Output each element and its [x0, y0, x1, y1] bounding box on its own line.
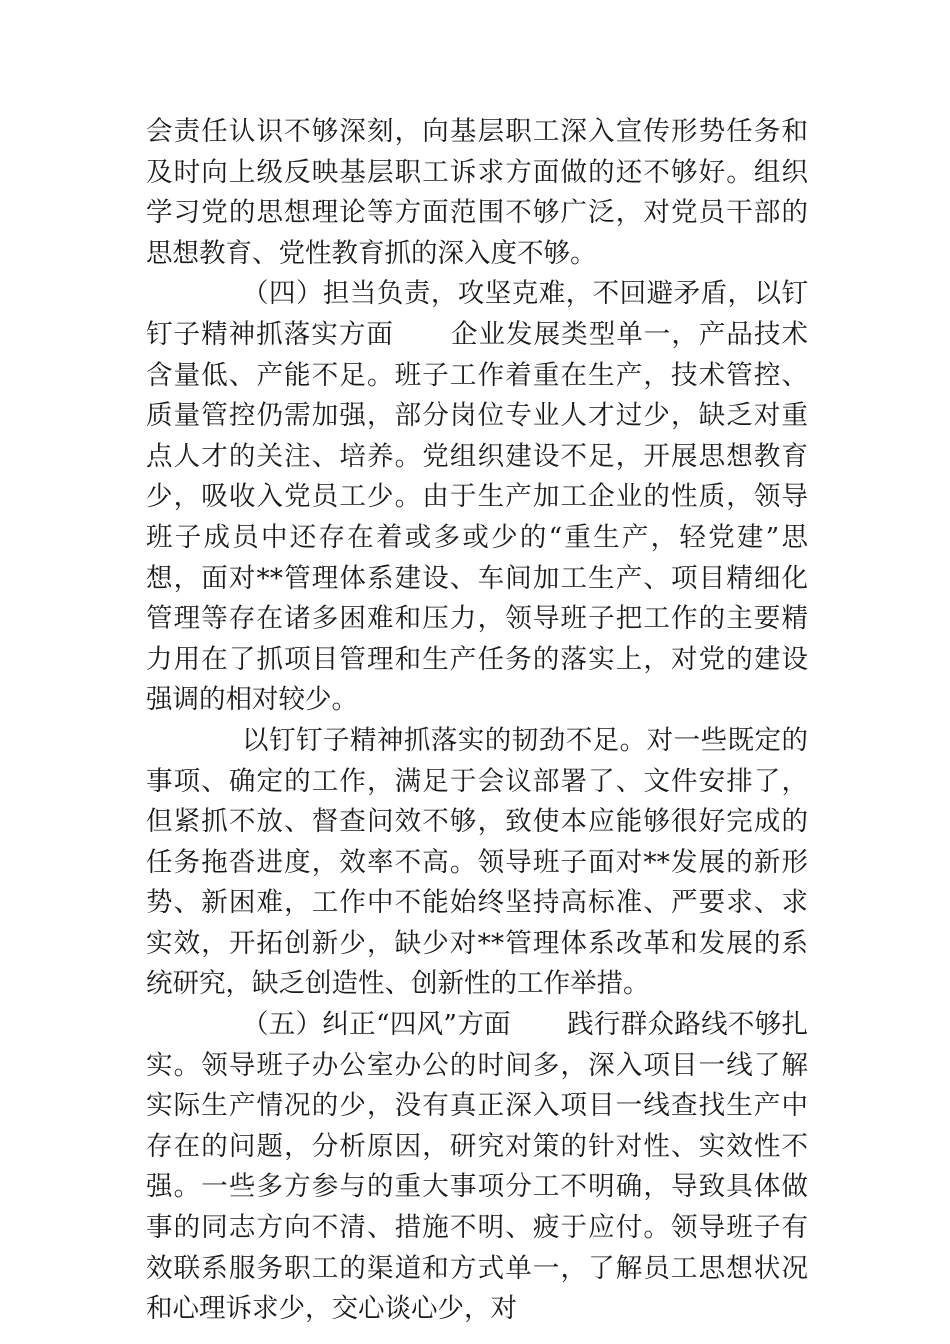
paragraph-section-five	[146, 1005, 808, 1330]
section-four-body: 企业发展类型单一，产品技术含量低、产能不足。班子工作着重在生产，技术管控、质量管控仍需加强，部分岗位专业人才过少，缺乏对重点人才的关注、培养。党组织建设不足，开展思想教育少，吸收入党员工少。由于生产加工企业的性质，领导班子成员中还存在着或多或少的“重生产，轻党建”思想，面对**管理体系建设、车间加工生产、项目精细化管理等存在诸多困难和压力，领导班子把工作的主要精力用在了抓项目管理和生产任务的落实上，对党的建设强调的相对较少。	[146, 318, 809, 716]
document-page	[146, 112, 808, 1330]
section-five-body: 践行群众路线不够扎实。领导班子办公室办公的时间多，深入项目一线了解实际生产情况的少，没有真正深入项目一线查找生产中存在的问题，分析原因，研究对策的针对性、实效性不强。一些多方参与的重大事项分工不明确，导致具体做事的同志方向不清、措施不明、疲于应付。领导班子有效联系服务职工的渠道和方式单一，了解员工思想状况和心理诉求少，交心谈心少，对	[146, 1009, 808, 1325]
paragraph-section-four	[146, 274, 808, 721]
section-four-heading: （四）担当负责，攻坚克难，不回避矛盾，以钉钉子精神抓落实方面	[146, 278, 808, 350]
paragraph-nail-spirit: 以钉钉子精神抓落实的韧劲不足。对一些既定的事项、确定的工作，满足于会议部署了、文件安排了，但紧抓不放、督查问效不够，致使本应能够很好完成的任务拖沓进度，效率不高。领导班子面对**发展的新形势、新困难，工作中不能始终坚持高标准、严要求、求实效，开拓创新少，缺少对**管理体系改革和发展的系统研究，缺乏创造性、创新性的工作举措。	[146, 724, 808, 1000]
paragraph-continuation: 会责任认识不够深刻，向基层职工深入宣传形势任务和及时向上级反映基层职工诉求方面做的还不够好。组织学习党的思想理论等方面范围不够广泛，对党员干部的思想教育、党性教育抓的深入度不够。	[146, 116, 808, 269]
section-five-heading: （五）纠正“四风”方面	[242, 1009, 511, 1041]
